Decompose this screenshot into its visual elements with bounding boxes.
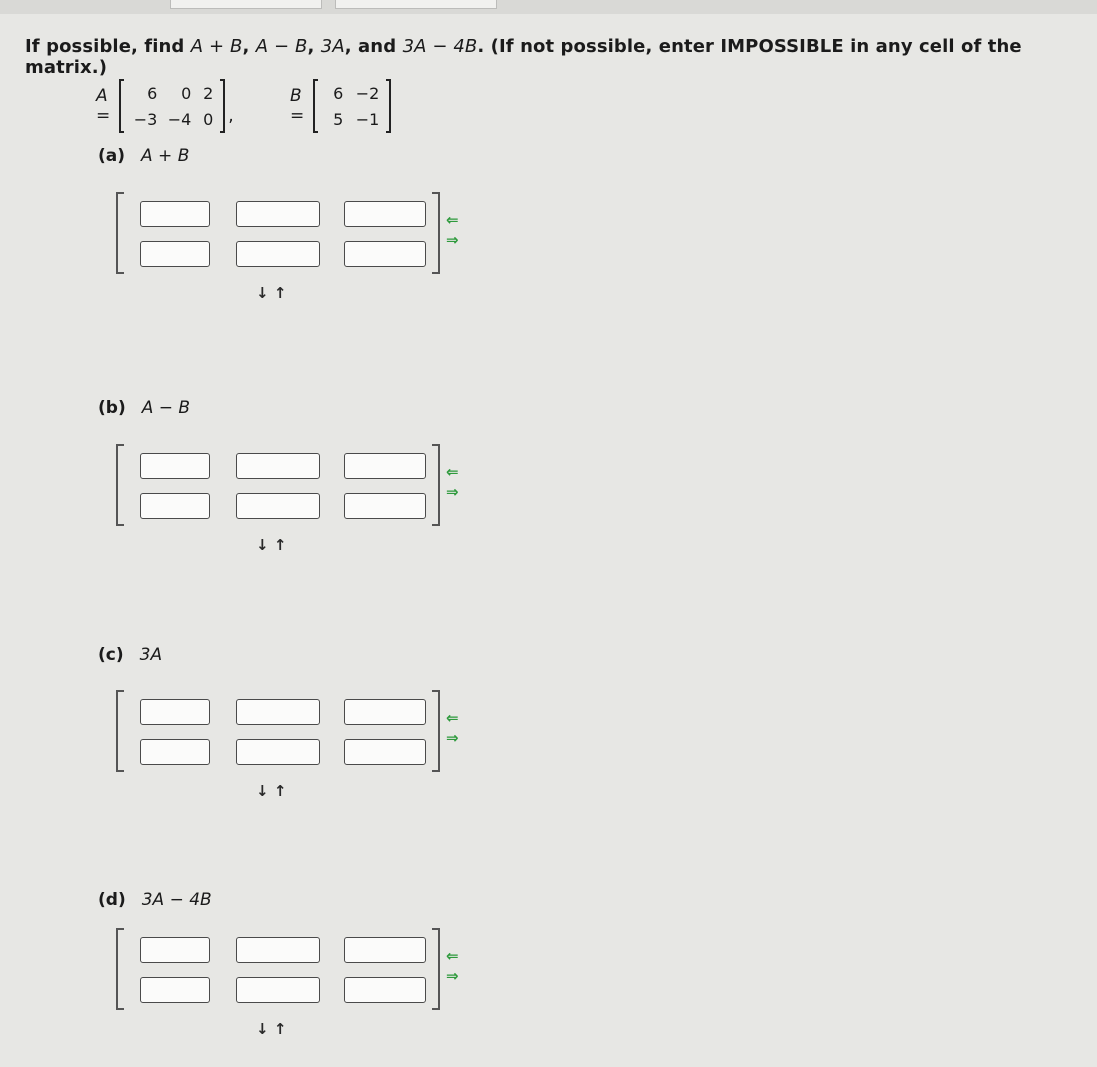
rows-down-arrow-icon[interactable]: ↓ <box>256 284 269 302</box>
matrix-a-label: A = <box>96 86 111 126</box>
part-d-cell-r2c2[interactable] <box>236 977 320 1003</box>
part-c-answer-matrix <box>116 690 476 810</box>
matrix-a-cell: 0 <box>181 83 192 103</box>
part-b-cell-r2c3[interactable] <box>344 493 426 519</box>
add-column-arrow-icon[interactable]: ⇒ <box>446 967 459 985</box>
left-bracket <box>116 444 124 526</box>
right-bracket <box>220 79 225 133</box>
matrix-a-cell: 2 <box>203 83 214 103</box>
remove-column-arrow-icon[interactable]: ⇐ <box>446 211 459 229</box>
column-controls <box>446 462 459 502</box>
part-c-cell-r1c2[interactable] <box>236 699 320 725</box>
matrix-a-cell: 0 <box>203 109 214 129</box>
part-d-cell-r2c3[interactable] <box>344 977 426 1003</box>
rows-up-arrow-icon[interactable]: ↑ <box>273 1020 287 1038</box>
part-a-cell-r1c3[interactable] <box>344 201 426 227</box>
part-b-cell-r2c1[interactable] <box>140 493 210 519</box>
column-controls <box>446 210 459 250</box>
matrix-a-cell: 6 <box>147 83 158 103</box>
left-bracket <box>116 928 124 1010</box>
part-a-cell-r2c2[interactable] <box>236 241 320 267</box>
add-column-arrow-icon[interactable]: ⇒ <box>446 483 459 501</box>
part-d-cell-r2c1[interactable] <box>140 977 210 1003</box>
column-controls <box>446 708 459 748</box>
part-a-cell-r1c1[interactable] <box>140 201 210 227</box>
part-b-answer-matrix <box>116 444 476 564</box>
part-c-cell-r1c3[interactable] <box>344 699 426 725</box>
part-a-cell-r1c2[interactable] <box>236 201 320 227</box>
rows-down-arrow-icon[interactable]: ↓ <box>256 782 269 800</box>
matrix-a <box>96 78 234 134</box>
add-column-arrow-icon[interactable]: ⇒ <box>446 231 459 249</box>
problem-statement: If possible, find A + B, A − B, 3A, and 3A − 4B. (If not possible, enter IMPOSSIBLE in any cell of the matrix.) <box>25 36 1022 78</box>
matrix-b-label: B = <box>290 86 305 126</box>
matrix-b-cell: 6 <box>333 83 344 103</box>
column-controls <box>446 946 459 986</box>
right-bracket <box>386 79 391 133</box>
left-bracket <box>116 690 124 772</box>
remove-column-arrow-icon[interactable]: ⇐ <box>446 947 459 965</box>
part-d-cell-r1c1[interactable] <box>140 937 210 963</box>
part-a-answer-matrix <box>116 192 476 312</box>
matrix-b-cell: 5 <box>333 109 344 129</box>
part-c-cell-r2c2[interactable] <box>236 739 320 765</box>
matrix-b <box>290 78 391 134</box>
part-a-label: (a) A + B <box>98 146 190 166</box>
separator-comma: , <box>228 106 234 126</box>
rows-up-arrow-icon[interactable]: ↑ <box>273 782 287 800</box>
part-b-cell-r1c2[interactable] <box>236 453 320 479</box>
part-a-cell-r2c1[interactable] <box>140 241 210 267</box>
part-b-cell-r1c1[interactable] <box>140 453 210 479</box>
rows-down-arrow-icon[interactable]: ↓ <box>256 1020 269 1038</box>
part-c-cell-r2c1[interactable] <box>140 739 210 765</box>
top-tab[interactable] <box>335 0 497 9</box>
part-d-cell-r1c3[interactable] <box>344 937 426 963</box>
rows-up-arrow-icon[interactable]: ↑ <box>273 536 287 554</box>
right-bracket <box>432 928 440 1010</box>
part-b-cell-r1c3[interactable] <box>344 453 426 479</box>
left-bracket <box>116 192 124 274</box>
right-bracket <box>432 192 440 274</box>
matrix-a-cell: −3 <box>133 109 158 129</box>
matrix-a-cell: −4 <box>167 109 192 129</box>
row-controls <box>256 284 286 302</box>
right-bracket <box>432 444 440 526</box>
part-b-label: (b) A − B <box>98 398 191 418</box>
part-d-answer-matrix <box>116 928 476 1048</box>
rows-up-arrow-icon[interactable]: ↑ <box>273 284 287 302</box>
part-b-cell-r2c2[interactable] <box>236 493 320 519</box>
row-controls <box>256 782 286 800</box>
part-c-label: (c) 3A <box>98 645 163 665</box>
part-d-label: (d) 3A − 4B <box>98 890 212 910</box>
matrix-b-cell: −2 <box>355 83 380 103</box>
remove-column-arrow-icon[interactable]: ⇐ <box>446 709 459 727</box>
rows-down-arrow-icon[interactable]: ↓ <box>256 536 269 554</box>
part-c-cell-r2c3[interactable] <box>344 739 426 765</box>
top-tab[interactable] <box>170 0 322 9</box>
add-column-arrow-icon[interactable]: ⇒ <box>446 729 459 747</box>
row-controls <box>256 1020 286 1038</box>
part-d-cell-r1c2[interactable] <box>236 937 320 963</box>
matrix-b-cell: −1 <box>355 109 380 129</box>
browser-top-strip <box>0 0 1097 14</box>
row-controls <box>256 536 286 554</box>
right-bracket <box>432 690 440 772</box>
remove-column-arrow-icon[interactable]: ⇐ <box>446 463 459 481</box>
part-c-cell-r1c1[interactable] <box>140 699 210 725</box>
part-a-cell-r2c3[interactable] <box>344 241 426 267</box>
